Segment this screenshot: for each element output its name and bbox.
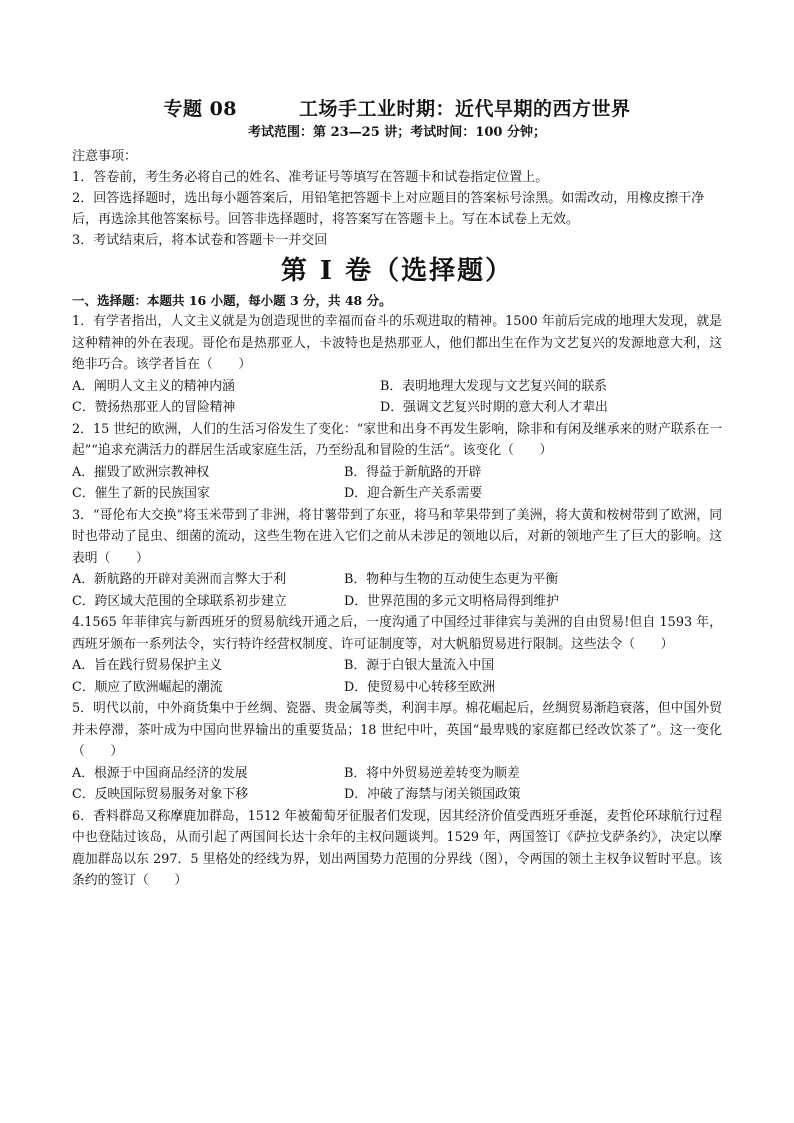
volume-title: 第 I 卷（选择题） xyxy=(280,256,514,286)
question-stem: 6．香料群岛又称摩鹿加群岛，1512 年被葡萄牙征服者们发现，因其经济价值受西班牙垂涎，麦哲伦环球航行过程中也登陆过该岛，从而引起了两国间长达十余年的主权问题谈判。1529 年，两国签订《萨拉戈萨条约》，决定以摩鹿加群岛以东 297．5 里格处的经线为界，划出两国势力范围的分界线（图），令两国的领土主权争议暂时平息。该条约的签订（ ） xyxy=(72,808,722,888)
question-stem: 3．“哥伦布大交换”将玉米带到了非洲，将甘薯带到了东亚，将马和苹果带到了美洲，将大黄和桉树带到了欧洲，同时也带动了昆虫、细菌的流动，这些生物在进入它们之前从未涉足的领地以后，对新的领地产生了巨大的影响。这表明（ ） xyxy=(72,507,722,566)
option-b: B．源于白银大量流入中国 xyxy=(344,658,495,673)
option-d: D．冲破了海禁与闭关锁国政策 xyxy=(344,787,521,802)
notice-block xyxy=(72,146,722,251)
question-2 xyxy=(72,419,722,505)
page-title xyxy=(72,96,722,122)
question-stem: 5．明代以前，中外商货集中于丝绸、瓷器、贵金属等类，利润丰厚。棉花崛起后，丝绸贸易渐趋衰落，但中国外贸并未停滞，茶叶成为中国向世界输出的重要货品；18 世纪中叶，英国“最卑贱的家庭都已经改饮茶了”。这一变化（ ） xyxy=(72,701,722,759)
option-b: B．物种与生物的互动使生态更为平衡 xyxy=(344,572,559,587)
option-c: C．催生了新的民族国家 xyxy=(72,486,210,501)
option-a: A．阐明人文主义的精神内涵 xyxy=(72,378,235,394)
option-c: C．反映国际贸易服务对象下移 xyxy=(72,787,249,802)
topic-title: 工场手工业时期：近代早期的西方世界 xyxy=(299,98,631,120)
option-c: C．跨区域大范围的全球联系初步建立 xyxy=(72,593,287,609)
option-b: B．将中外贸易逆差转变为顺差 xyxy=(344,765,520,781)
option-grid xyxy=(72,763,722,806)
option-a: A．根源于中国商品经济的发展 xyxy=(72,765,248,781)
question-stem: 2．15 世纪的欧洲，人们的生活习俗发生了变化：“家世和出身不再发生影响，除非和有闲及继承来的财产联系在一起”“追求充满活力的群居生活或家庭生活，乃至纷乱和冒险的生活”。该变化（ ） xyxy=(72,421,722,458)
option-c: C．赞扬热那亚人的冒险精神 xyxy=(72,400,236,415)
option-b: B．得益于新航路的开辟 xyxy=(344,464,482,480)
option-grid xyxy=(72,376,722,419)
notice-item: 3．考试结束后，将本试卷和答题卡一并交回 xyxy=(72,233,328,248)
option-c: C．顺应了欧洲崛起的潮流 xyxy=(72,679,223,695)
question-6 xyxy=(72,806,722,892)
question-stem: 4.1565 年菲律宾与新西班牙的贸易航线开通之后，一度沟通了中国经过菲律宾与美洲的自由贸易!但自 1593 年，西班牙颁布一系列法令，实行特许经营权制度、许可证制度等，对大帆船贸易进行限制。这些法令（ ） xyxy=(72,615,722,652)
question-5 xyxy=(72,698,722,806)
option-d: D．使贸易中心转移至欧洲 xyxy=(344,679,496,695)
question-4 xyxy=(72,612,722,698)
option-d: D．世界范围的多元文明格局得到维护 xyxy=(344,593,560,609)
option-grid xyxy=(72,462,722,505)
topic-code: 专题 08 xyxy=(163,98,238,120)
option-grid xyxy=(72,655,722,698)
question-3 xyxy=(72,505,722,613)
option-a: A．旨在践行贸易保护主义 xyxy=(72,658,223,673)
question-1 xyxy=(72,311,722,419)
option-grid xyxy=(72,569,722,612)
question-stem: 1．有学者指出，人文主义就是为创造现世的幸福而奋斗的乐观进取的精神。1500 年前后完成的地理大发现，就是这种精神的外在表现。哥伦布是热那亚人，卡波特也是热那亚人，他们都出生在作为文艺复兴的发源地意大利，这绝非巧合。该学者旨在（ ） xyxy=(72,314,722,372)
notice-item: 2．回答选择题时，选出每小题答案后，用铅笔把答题卡上对应题目的答案标号涂黑。如需改动，用橡皮擦干净后，再选涂其他答案标号。回答非选择题时，将答案写在答题卡上。写在本试卷上无效。 xyxy=(72,191,705,227)
option-a: A．新航路的开辟对美洲而言弊大于利 xyxy=(72,572,286,587)
notice-heading: 注意事项： xyxy=(72,149,138,164)
notice-item: 1．答卷前，考生务必将自己的姓名、准考证号等填写在答题卡和试卷指定位置上。 xyxy=(72,170,549,185)
section-heading: 一、选择题：本题共 16 小题，每小题 3 分，共 48 分。 xyxy=(72,293,392,308)
option-d: D．强调文艺复兴时期的意大利人才辈出 xyxy=(380,400,608,415)
option-d: D．迎合新生产关系需要 xyxy=(344,486,483,501)
option-a: A．摧毁了欧洲宗教神权 xyxy=(72,464,210,480)
option-b: B．表明地理大发现与文艺复兴间的联系 xyxy=(380,378,607,394)
exam-scope: 考试范围：第 23—25 讲；考试时间：100 分钟； xyxy=(248,125,546,140)
